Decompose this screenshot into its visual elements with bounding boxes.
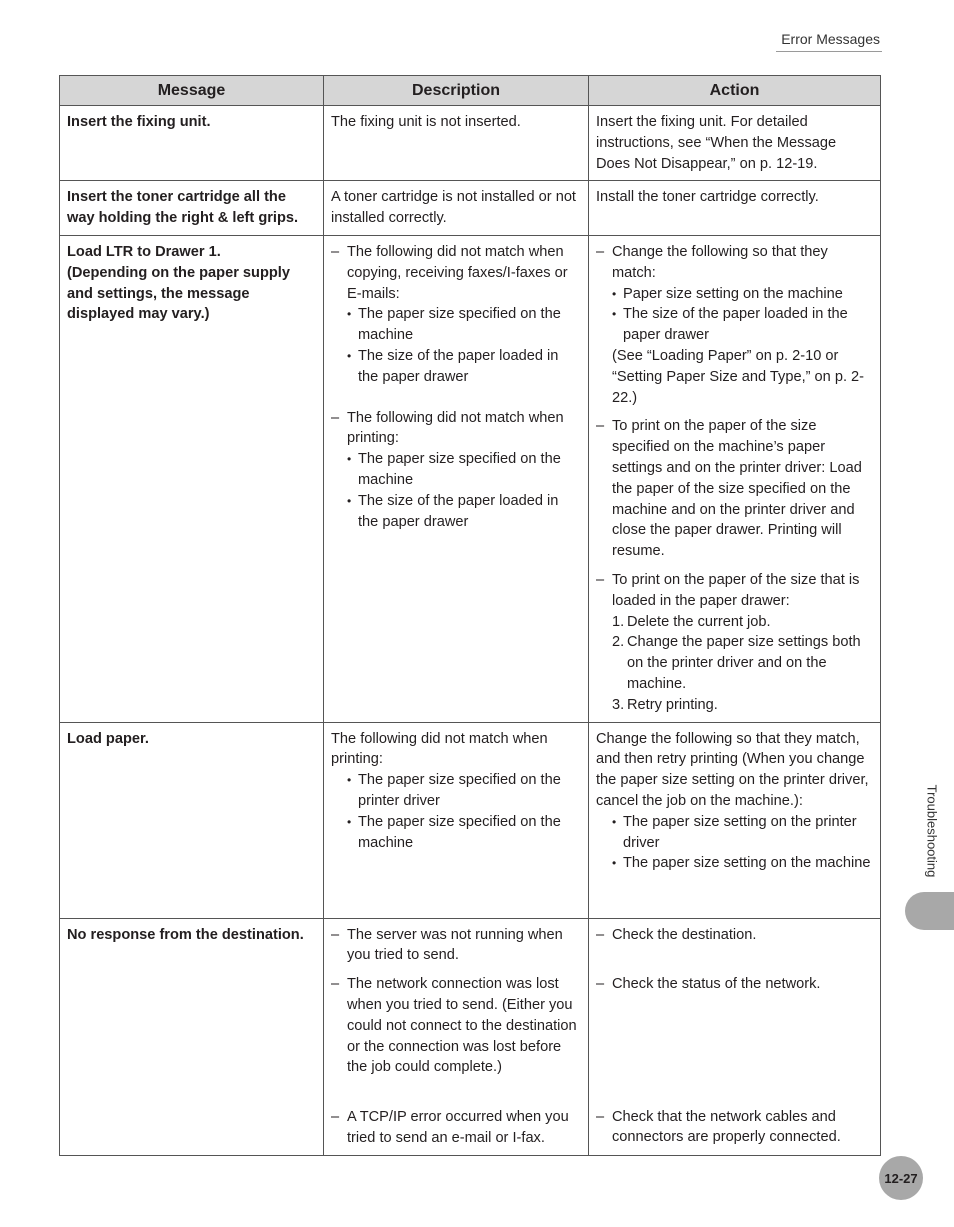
column-header-message: Message (60, 76, 324, 106)
action-block (596, 974, 873, 1099)
description-block (331, 925, 581, 967)
bullet-item: • Paper size setting on the machine (596, 284, 873, 305)
action-block (596, 925, 873, 966)
table-row (60, 722, 881, 918)
description-cell: A toner cartridge is not installed or not installed correctly. (324, 181, 589, 236)
dash-item: – Change the following so that they match: (596, 242, 873, 284)
bullet-item: • The size of the paper loaded in the paper drawer (331, 346, 581, 388)
description-cell (324, 235, 589, 722)
description-block (331, 408, 581, 533)
side-tab-label (925, 776, 939, 886)
description-cell (324, 918, 589, 1155)
numbered-step: 3. Retry printing. (612, 696, 718, 713)
table-row (60, 181, 881, 236)
action-text: Change the following so that they match, and then retry printing (When you change the paper size setting on the printer driver, cancel the job on the machine.): (596, 730, 869, 809)
dash-item: – Check the status of the network. (596, 974, 873, 995)
chapter-tab (905, 892, 954, 930)
bullet-item: • The paper size specified on the machine (331, 812, 581, 854)
table-row (60, 235, 881, 722)
section-title: Error Messages (781, 31, 880, 47)
description-block (331, 974, 581, 1099)
dash-item: – To print on the paper of the size specified on the machine’s paper settings and on the printer driver: Load the paper of the size specified on the machine and on the printer driver and close the paper drawer. Printing will resume. (596, 416, 873, 562)
step-text: Delete the current job. (627, 613, 771, 630)
action-block (596, 1107, 873, 1149)
action-cell (589, 235, 881, 722)
page-number: 12-27 (879, 1156, 923, 1200)
action-cell: Insert the fixing unit. For detailed instructions, see “When the Message Does Not Disappear,” on p. 12-19. (589, 106, 881, 181)
dash-item: – Check that the network cables and connectors are properly connected. (596, 1107, 873, 1149)
message-cell: Insert the fixing unit. (60, 106, 324, 181)
dash-item: – The network connection was lost when you tried to send. (Either you could not connect to the destination or the connection was lost before the job could complete.) (331, 974, 581, 1078)
action-block (596, 570, 873, 716)
bullet-item: • The paper size setting on the machine (596, 853, 873, 874)
dash-item: – Check the destination. (596, 925, 873, 946)
bullet-item: • The paper size specified on the machine (331, 449, 581, 491)
dash-item: – The following did not match when printing: (331, 408, 581, 450)
description-block (331, 242, 581, 388)
message-cell: Insert the toner cartridge all the way holding the right & left grips. (60, 181, 324, 236)
table-header-row (60, 76, 881, 106)
action-cell (589, 722, 881, 918)
bullet-item: • The paper size specified on the printer driver (331, 770, 581, 812)
table-row (60, 106, 881, 181)
action-block (596, 242, 873, 408)
action-cell: Install the toner cartridge correctly. (589, 181, 881, 236)
message-note: (Depending on the paper supply and settings, the message displayed may vary.) (67, 264, 290, 323)
bullet-item: • The paper size specified on the machine (331, 304, 581, 346)
header-rule (776, 51, 882, 52)
action-cell (589, 918, 881, 1155)
numbered-step: 2. Change the paper size settings both on the printer driver and on the machine. (612, 634, 861, 692)
message-cell: No response from the destination. (60, 918, 324, 1155)
dash-item: – The following did not match when copying, receiving faxes/I-faxes or E-mails: (331, 242, 581, 304)
dash-item: – The server was not running when you tried to send. (331, 925, 581, 967)
table-row (60, 918, 881, 1155)
step-text: Retry printing. (627, 696, 718, 713)
reference-note: (See “Loading Paper” on p. 2-10 or “Setting Paper Size and Type,” on p. 2-22.) (612, 347, 865, 406)
column-header-action: Action (589, 76, 881, 106)
column-header-description: Description (324, 76, 589, 106)
action-block (596, 416, 873, 562)
message-text: Load LTR to Drawer 1. (67, 243, 221, 260)
error-messages-table (59, 75, 881, 1156)
description-text: The following did not match when printing: (331, 730, 548, 768)
dash-item: – To print on the paper of the size that is loaded in the paper drawer: (596, 570, 873, 612)
message-cell: Load paper. (60, 722, 324, 918)
numbered-step: 1. Delete the current job. (612, 613, 771, 630)
bullet-item: • The size of the paper loaded in the paper drawer (596, 304, 873, 346)
dash-item: – A TCP/IP error occurred when you tried to send an e-mail or I-fax. (331, 1107, 581, 1149)
bullet-item: • The size of the paper loaded in the paper drawer (331, 491, 581, 533)
description-cell (324, 722, 589, 918)
step-text: Change the paper size settings both on the printer driver and on the machine. (627, 634, 861, 692)
message-cell (60, 235, 324, 722)
bullet-item: • The paper size setting on the printer driver (596, 812, 873, 854)
description-block (331, 1107, 581, 1149)
description-cell: The fixing unit is not inserted. (324, 106, 589, 181)
side-tab-text: Troubleshooting (924, 784, 940, 878)
